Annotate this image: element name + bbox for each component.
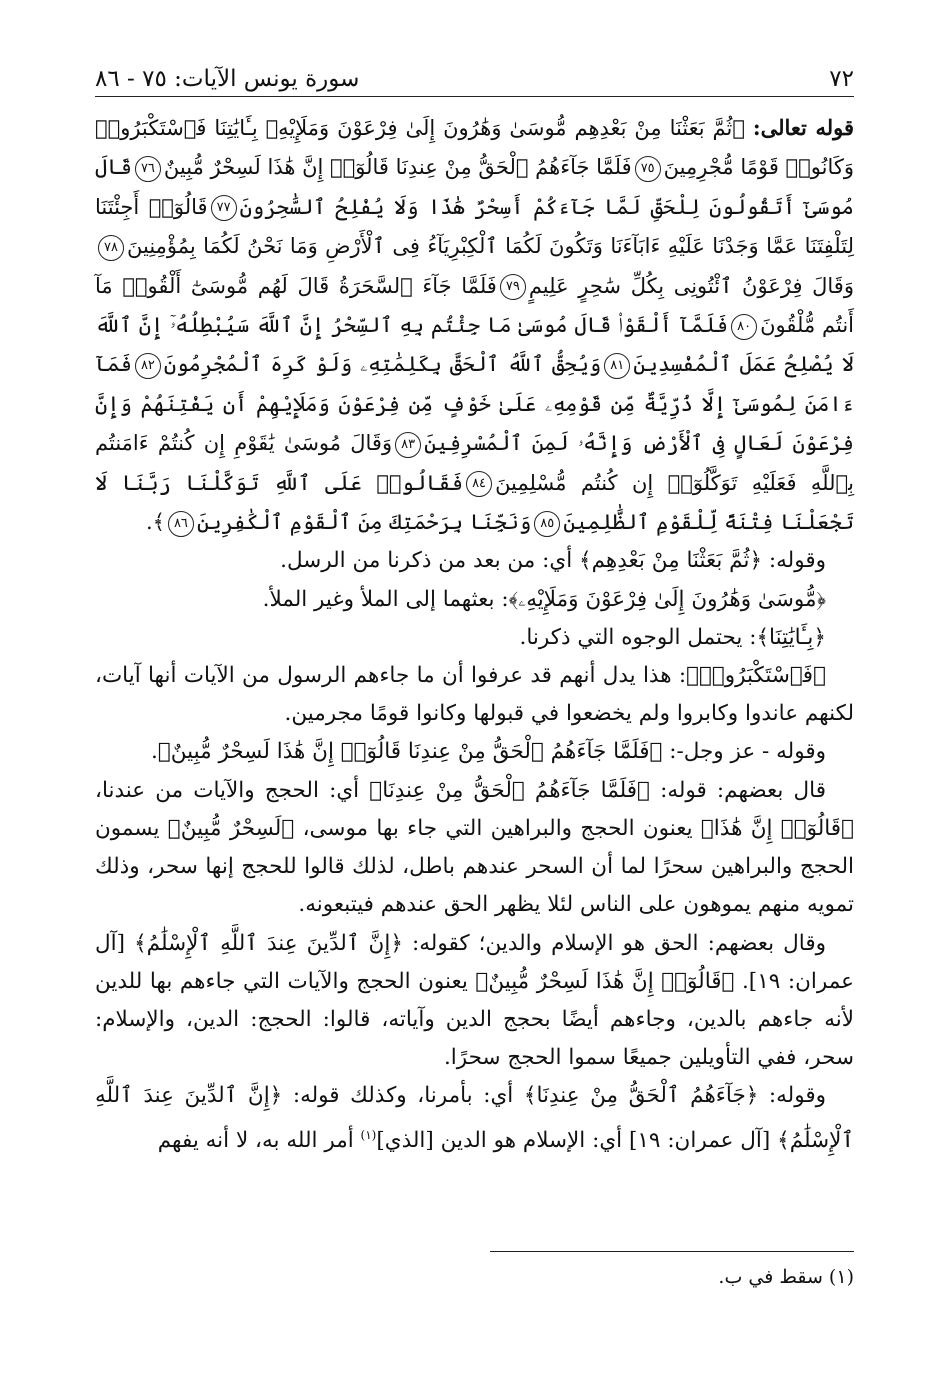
footnote-marker: (١) xyxy=(360,1127,377,1142)
ayah-number-marker: ٧٥ xyxy=(635,156,661,182)
quran-passage xyxy=(95,108,854,542)
verse-text: وَقَالَ مُوسَىٰ يَٰقَوْمِ إِن كُنتُمْ ءَامَنتُم بِٱللَّهِ فَعَلَيْهِ تَوَكَّلُوٓا۟ إِن كُنتُم مُّسْلِمِينَ xyxy=(95,431,854,495)
ayah-number-marker: ٨٣ xyxy=(395,432,421,458)
ayah-number-marker: ٨٤ xyxy=(466,471,492,497)
commentary-paragraph: وقال بعضهم: الحق هو الإسلام والدين؛ كقوله: ﴿إِنَّ ٱلدِّينَ عِندَ ٱللَّهِ ٱلْإِسْلَٰمُ﴾ [آل عمران: ١٩]. ﴿قَالُوٓا۟ إِنَّ هَٰذَا لَسِحْرٌ مُّبِينٌ﴾ يعنون الحجج والآيات التي جاءهم بها للدين لأنه جاءهم بالدين، وجاءهم أيضًا بحجج الدين وآياته، قالوا: الحجج: الدين، والإسلام: سحر، ففي التأويلين جميعًا سموا الحجج سحرًا. xyxy=(95,930,854,1071)
commentary-paragraph: وقوله: ﴿ثُمَّ بَعَثْنَا مِنْ بَعْدِهِم﴾ أي: من بعد من ذكرنا من الرسل. xyxy=(280,548,826,574)
commentary-paragraph: وقوله - عز وجل-: ﴿فَلَمَّا جَآءَهُمُ ٱلْحَقُّ مِنْ عِندِنَا قَالُوٓا۟ إِنَّ هَٰذَا لَسِحْرٌ مُّبِينٌ﴾. xyxy=(151,739,826,765)
commentary-paragraph: قال بعضهم: قوله: ﴿فَلَمَّا جَآءَهُمُ ٱلْحَقُّ مِنْ عِندِنَا﴾ أي: الحجج والآيات من عندنا، ﴿قَالُوٓا۟ إِنَّ هَٰذَا﴾ يعنون الحجج والبراهين التي جاء بها موسى، ﴿لَسِحْرٌ مُّبِينٌ﴾ يسمون الحجج والبراهين سحرًا لما أن السحر عندهم باطل، لذلك قالوا للحجج إنها سحر، وذلك تمويه منهم يموهون على الناس لئلا يظهر الحق عندهم فيتبعونه. xyxy=(95,777,854,918)
page-body xyxy=(95,108,854,1160)
ayah-number-marker: ٨٥ xyxy=(534,511,560,537)
verse-text: وَيُحِقُّ ٱللَّهُ ٱلْحَقَّ بِكَلِمَٰتِهِۦ وَلَوْ كَرِهَ ٱلْمُجْرِمُونَ xyxy=(163,352,602,377)
ayah-number-marker: ٧٦ xyxy=(135,156,161,182)
verse-text: ﴿ثُمَّ بَعَثْنَا مِنْ بَعْدِهِم مُّوسَىٰ وَهَٰرُونَ إِلَىٰ فِرْعَوْنَ وَمَلَإِيْهِۦ بِـَٔايَٰتِنَا فَٱسْتَكْبَرُوا۟ وَكَانُوا۟ قَوْمًا مُّجْرِمِينَ xyxy=(95,116,854,180)
verse-text: فَلَمَّآ أَلْقَوْا۟ قَالَ مُوسَىٰ مَا جِئْتُم بِهِ ٱلسِّحْرُ إِنَّ ٱللَّهَ سَيُبْطِلُهُۥٓ إِنَّ ٱللَّهَ لَا يُصْلِحُ عَمَلَ ٱلْمُفْسِدِينَ xyxy=(95,313,854,377)
header-rule xyxy=(95,96,854,97)
commentary-paragraph-last xyxy=(95,1077,854,1160)
commentary-paragraph: ﴿فَٱسْتَكْبَرُوا۟﴾: هذا يدل أنهم قد عرفوا أن ما جاءهم الرسول من الآيات أنها آيات، لكنهم عاندوا وكابروا ولم يخضعوا في قبولها وكانوا قومًا مجرمين. xyxy=(95,663,854,727)
verse-text: فَقَالُوا۟ عَلَى ٱللَّهِ تَوَكَّلْنَا رَبَّنَا لَا تَجْعَلْنَا فِتْنَةً لِّلْقَوْمِ ٱلظَّٰلِمِينَ xyxy=(95,470,854,535)
ayah-number-marker: ٧٧ xyxy=(211,195,237,221)
ayah-number-marker: ٨٢ xyxy=(135,353,161,379)
verse-text: فَلَمَّا جَآءَهُمُ ٱلْحَقُّ مِنْ عِندِنَا قَالُوٓا۟ إِنَّ هَٰذَا لَسِحْرٌ مُّبِينٌ xyxy=(163,155,632,180)
quran-lead: قوله تعالى: xyxy=(752,115,854,140)
verse-text: فَلَمَّا جَآءَ ٱلسَّحَرَةُ قَالَ لَهُم مُّوسَىٰٓ أَلْقُوا۟ مَآ أَنتُم مُّلْقُونَ xyxy=(95,273,854,338)
ayah-number-marker: ٨٠ xyxy=(731,314,757,340)
commentary-paragraph: ﴿بِـَٔايَٰتِنَا﴾: يحتمل الوجوه التي ذكرنا. xyxy=(519,624,826,650)
verse-text: وَقَالَ فِرْعَوْنُ ٱئْتُونِى بِكُلِّ سَٰحِرٍ عَلِيمٍ xyxy=(528,273,854,298)
verse-text: قَالَ مُوسَىٰٓ أَتَقُولُونَ لِلْحَقِّ لَمَّا جَآءَكُمْ أَسِحْرٌ هَٰذَا وَلَا يُفْلِحُ ٱلسَّٰحِرُونَ xyxy=(95,155,854,219)
running-title: سورة يونس الآيات: ٧٥ - ٨٦ xyxy=(95,66,360,92)
ayah-number-marker: ٧٨ xyxy=(98,235,124,261)
page-header xyxy=(95,58,854,92)
ayah-number-marker: ٨٦ xyxy=(168,511,194,537)
verse-text: وَنَجِّنَا بِرَحْمَتِكَ مِنَ ٱلْقَوْمِ ٱلْكَٰفِرِينَ xyxy=(196,510,532,535)
paragraph-text: وقوله: ﴿جَآءَهُمُ ٱلْحَقُّ مِنْ عِندِنَا﴾ أي: بأمرنا، وكذلك قوله: ﴿إِنَّ ٱلدِّينَ عِندَ ٱللَّهِ ٱلْإِسْلَٰمُ﴾ [آل عمران: ١٩] أي: الإسلام هو الدين [الذي] xyxy=(95,1083,854,1153)
verse-text: فَمَآ ءَامَنَ لِمُوسَىٰٓ إِلَّا ذُرِّيَّةٌ مِّن قَوْمِهِۦ عَلَىٰ خَوْفٍ مِّن فِرْعَوْنَ وَمَلَإِيْهِمْ أَن يَفْتِنَهُمْ وَإِنَّ فِرْعَوْنَ لَعَالٍ فِى ٱلْأَرْضِ وَإِنَّهُۥ لَمِنَ ٱلْمُسْرِفِينَ xyxy=(95,352,854,456)
ayah-number-marker: ٧٩ xyxy=(500,274,526,300)
verse-text: قَالُوٓا۟ أَجِئْتَنَا لِتَلْفِتَنَا عَمَّا وَجَدْنَا عَلَيْهِ ءَابَآءَنَا وَتَكُونَ لَكُمَا ٱلْكِبْرِيَآءُ فِى ٱلْأَرْضِ وَمَا نَحْنُ لَكُمَا بِمُؤْمِنِينَ xyxy=(95,194,854,259)
footnote: (١) سقط في ب. xyxy=(718,1266,854,1288)
footnote-rule xyxy=(490,1251,854,1252)
verse-close: ﴾. xyxy=(145,510,165,535)
paragraph-text: أمر الله به، لا أنه يفهم xyxy=(157,1127,361,1153)
page-number: ٧٢ xyxy=(829,66,854,92)
ayah-number-marker: ٨١ xyxy=(604,353,630,379)
commentary-paragraph: ﴿مُّوسَىٰ وَهَٰرُونَ إِلَىٰ فِرْعَوْنَ وَمَلَإِيْهِۦ﴾: بعثهما إلى الملأ وغير الملأ. xyxy=(262,586,826,612)
